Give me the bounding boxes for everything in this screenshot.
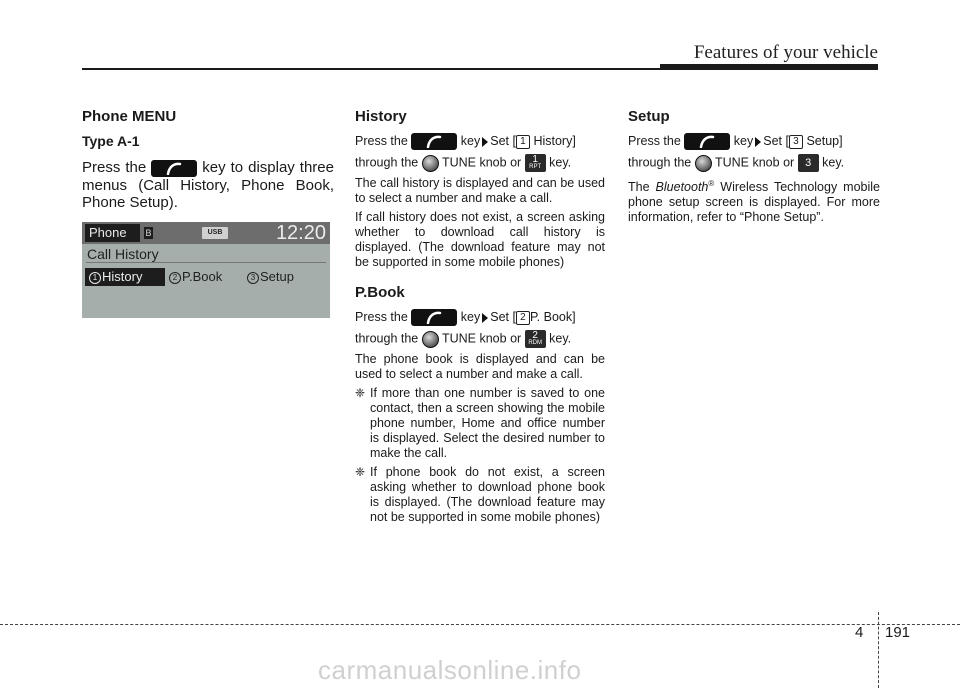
number-2-icon: 2 [516,311,530,325]
pbook-paragraph-1: The phone book is displayed and can be used to select a number and make a call. [355,352,605,381]
section-heading-phone-menu: Phone MENU [82,108,177,125]
bluetooth-icon: B [145,228,152,238]
screen-phone-tab: Phone [85,224,140,242]
screen-title: Call History [87,246,159,262]
screen-menu-setup: 3 Setup [247,268,294,286]
column-history-pbook [355,108,605,529]
screen-divider [86,262,326,263]
history-instructions: Press the key Set [ 1 History] [355,133,605,150]
rpt-key-icon: 1 RPT [525,154,546,172]
section-subheading-type: Type A-1 [82,133,140,149]
phone-menu-paragraph: Press the key to display three menus (Call History, Phone Book, Phone Setup). [82,159,334,211]
note-mark-icon: ❈ [355,386,366,400]
phone-key-icon [411,133,457,150]
section-heading-pbook: P.Book [355,284,405,301]
section-heading-setup: Setup [628,108,670,125]
screen-clock: 12:20 [275,222,326,244]
list-item: ❈ If more than one number is saved to one contact, then a screen showing the mobile phone number, Home and office number is displayed. Select the desired number to make the call. [355,386,605,460]
pbook-instructions: Press the key Set [ 2 P. Book] [355,309,605,326]
screen-menu-history: 1 History [85,268,165,286]
column-setup [628,108,880,229]
setup-instructions: Press the key Set [ 3 Setup] [628,133,880,150]
phone-key-icon [151,160,197,177]
setup-paragraph: The Bluetooth® Wireless Technology mobile phone setup screen is displayed. For more information, refer to “Phone Setup”. [628,179,881,225]
key-3-icon: 3 [798,154,819,172]
usb-icon: USB [202,227,228,239]
phone-menu-screen [82,222,330,318]
arrow-right-icon [482,313,488,323]
watermark: carmanualsonline.info [318,655,582,685]
screen-menu [85,268,325,286]
section-heading-history: History [355,108,407,125]
number-3-icon: 3 [789,135,803,149]
tune-knob-icon [422,155,439,172]
phone-key-icon [684,133,730,150]
section-number: 4 [855,624,864,641]
screen-menu-pbook: 2 P.Book [169,268,222,286]
history-paragraph-2: If call history does not exist, a screen asking whether to download call history is displayed. (The download feature may not be supported in some mobile phones) [355,210,605,269]
footer-divider [878,612,879,688]
history-paragraph-1: The call history is displayed and can be used to select a number and make a call. [355,176,605,205]
footer-rule [0,624,960,625]
phone-key-icon [411,309,457,326]
number-1-icon: 1 [516,135,530,149]
column-phone-menu [82,108,334,215]
arrow-right-icon [482,137,488,147]
note-mark-icon: ❈ [355,465,366,479]
rdm-key-icon: 2 RDM [525,330,546,348]
list-item: ❈ If phone book do not exist, a screen asking whether to download phone book is displayed. (The download feature may not be supported in some mobile phones) [355,465,605,524]
running-header: Features of your vehicle [693,42,878,63]
pbook-notes [355,386,605,525]
pbook-instructions-2: through the TUNE knob or 2 RDM key. [355,330,572,346]
tune-knob-icon [422,331,439,348]
setup-instructions-2: through the TUNE knob or 3 key. [628,154,880,172]
header-rule [82,68,878,70]
history-instructions-2: through the TUNE knob or 1 RPT key. [355,154,572,170]
page-number: 191 [885,624,911,641]
tune-knob-icon [695,155,712,172]
arrow-right-icon [755,137,761,147]
